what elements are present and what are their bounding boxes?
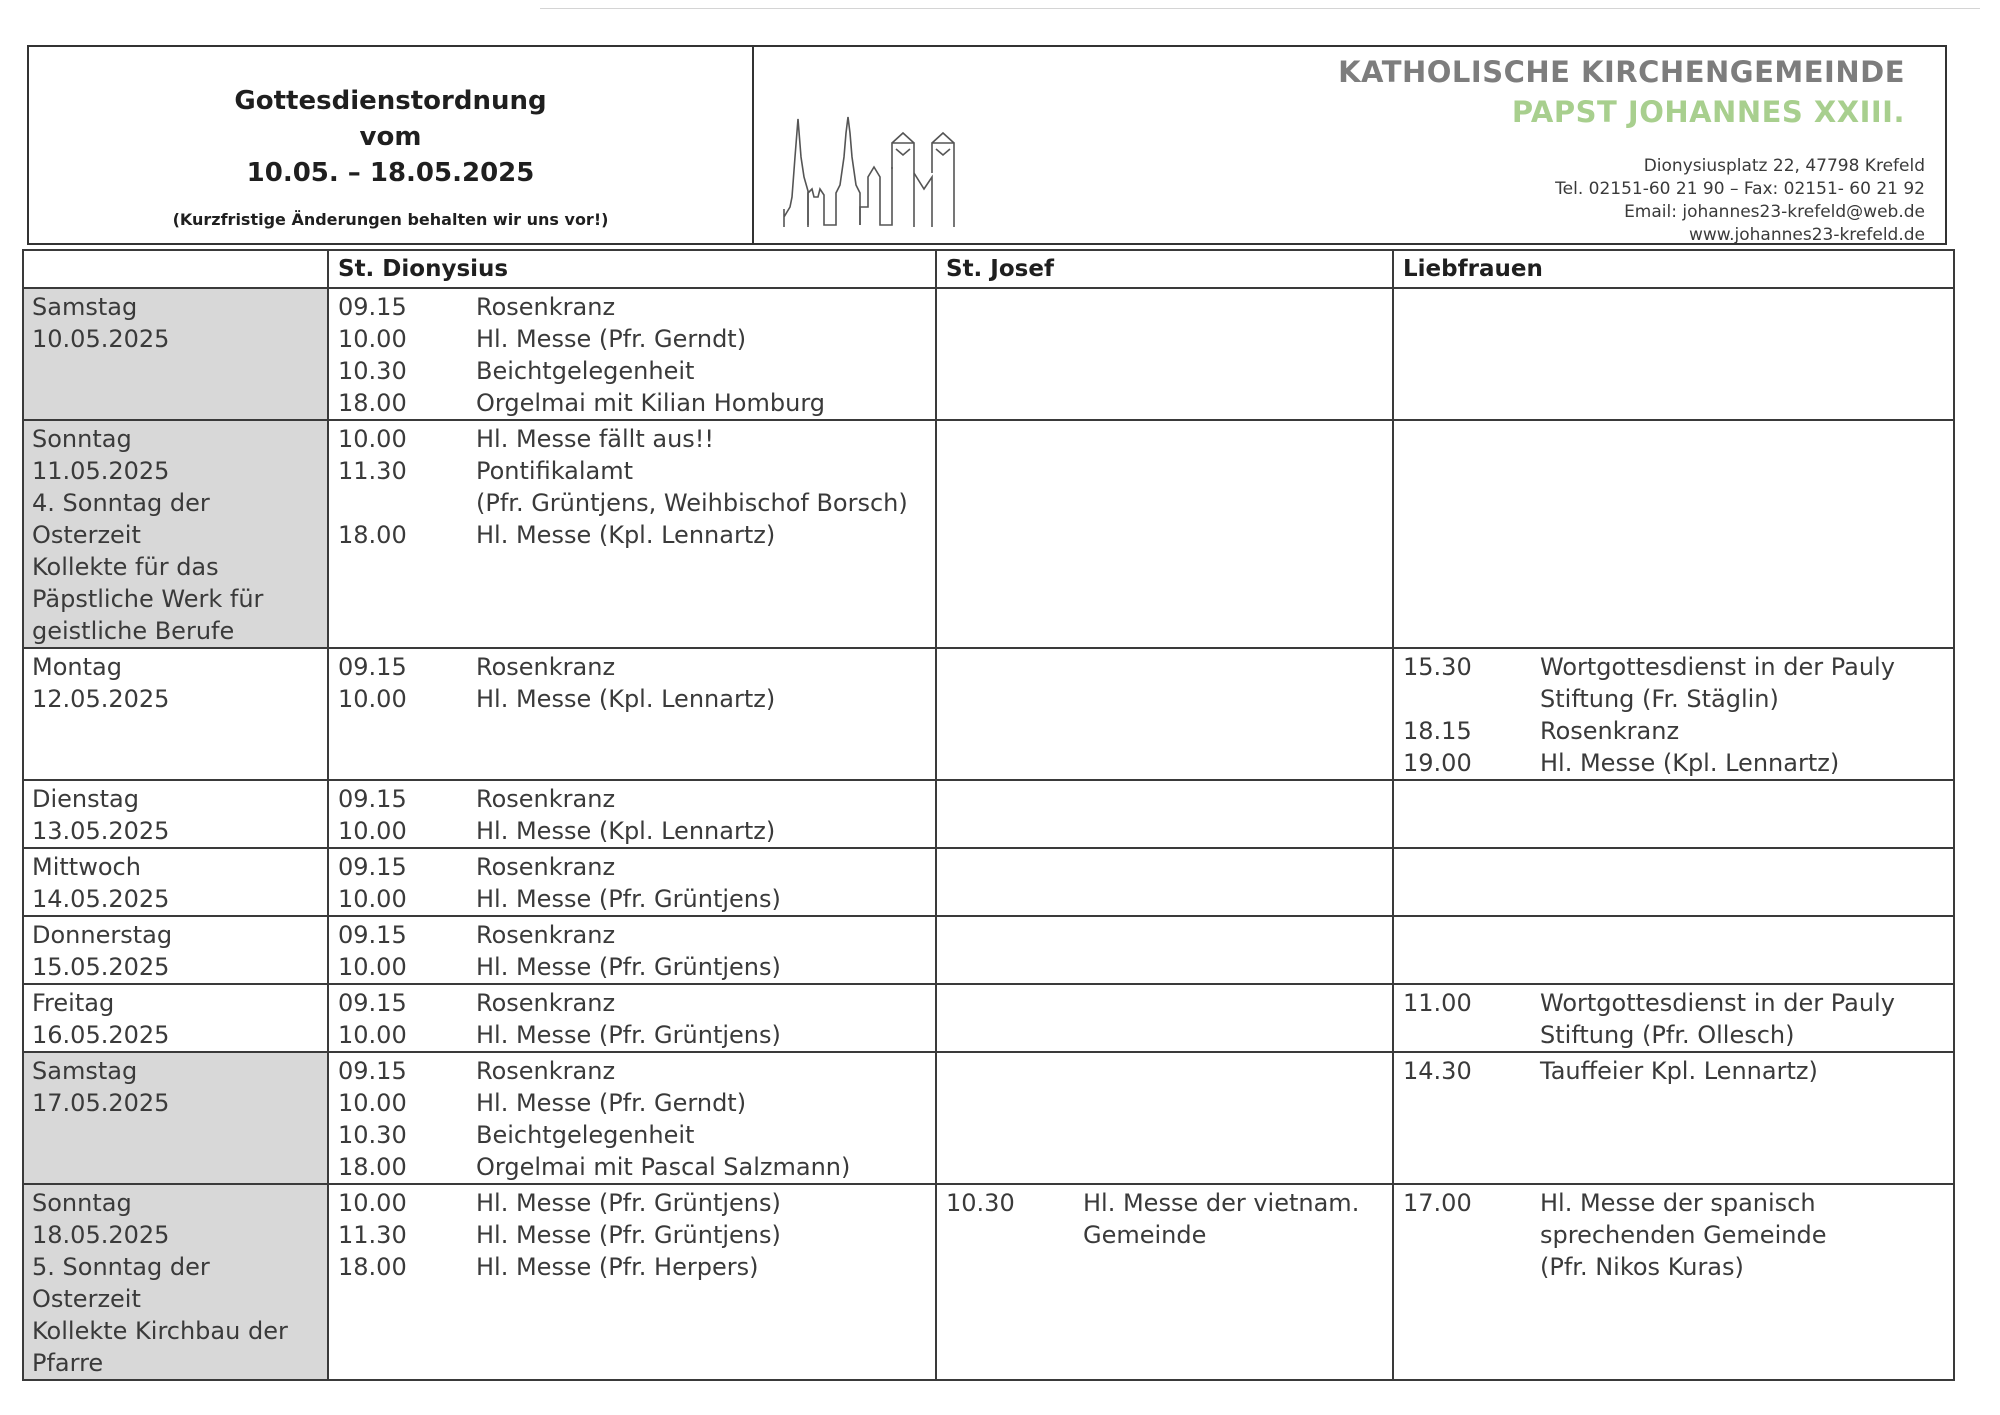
dionysius-cell xyxy=(328,848,936,916)
day-note: Päpstliche Werk für xyxy=(32,585,264,613)
weekday-label: Donnerstag xyxy=(32,921,173,949)
service-description xyxy=(476,455,935,519)
table-row xyxy=(23,420,1954,648)
page-title-from: vom xyxy=(359,122,422,152)
service-entry xyxy=(338,815,935,847)
church-skyline-icon xyxy=(764,97,984,247)
service-time: 10.00 xyxy=(338,1189,407,1217)
date-label: 11.05.2025 xyxy=(32,457,170,485)
date-label: 13.05.2025 xyxy=(32,817,170,845)
liebfrauen-cell xyxy=(1393,984,1954,1052)
service-description-line: Hl. Messe (Pfr. Herpers) xyxy=(476,1253,759,1281)
service-time: 11.00 xyxy=(1403,989,1472,1017)
service-entry xyxy=(1403,987,1953,1051)
weekday-label: Samstag xyxy=(32,1057,138,1085)
josef-cell xyxy=(936,1052,1393,1184)
weekday-label: Mittwoch xyxy=(32,853,141,881)
service-description xyxy=(476,355,935,387)
day-cell xyxy=(23,288,328,420)
service-time: 17.00 xyxy=(1403,1189,1472,1217)
service-entry xyxy=(338,987,935,1019)
service-description-line: Hl. Messe fällt aus!! xyxy=(476,425,715,453)
service-entry xyxy=(1403,1055,1953,1087)
service-description-line: Hl. Messe (Kpl. Lennartz) xyxy=(476,685,776,713)
date-label: 15.05.2025 xyxy=(32,953,170,981)
service-time: 09.15 xyxy=(338,653,407,681)
service-time: 18.15 xyxy=(1403,717,1472,745)
website: www.johannes23-krefeld.de xyxy=(1688,225,1925,245)
date-label: 10.05.2025 xyxy=(32,325,170,353)
date-label: 14.05.2025 xyxy=(32,885,170,913)
service-entry xyxy=(338,291,935,323)
service-description-line: sprechenden Gemeinde xyxy=(1540,1221,1827,1249)
service-time: 18.00 xyxy=(338,1153,407,1181)
weekday-label: Sonntag xyxy=(32,1189,132,1217)
service-description xyxy=(476,1055,935,1087)
service-description xyxy=(1540,1187,1953,1283)
josef-cell xyxy=(936,1184,1393,1380)
service-entry xyxy=(338,1251,935,1283)
day-note: Pfarre xyxy=(32,1349,104,1377)
service-entry xyxy=(338,519,935,551)
service-description xyxy=(476,323,935,355)
day-cell xyxy=(23,1184,328,1380)
service-description xyxy=(476,919,935,951)
liebfrauen-cell xyxy=(1393,288,1954,420)
page-header xyxy=(27,45,1947,245)
service-entry xyxy=(338,1119,935,1151)
liebfrauen-cell xyxy=(1393,1184,1954,1380)
service-time: 09.15 xyxy=(338,853,407,881)
dionysius-cell xyxy=(328,780,936,848)
service-description-line: Tauffeier Kpl. Lennartz) xyxy=(1540,1057,1818,1085)
service-description xyxy=(476,1119,935,1151)
service-entry xyxy=(338,951,935,983)
service-time: 10.30 xyxy=(338,1121,407,1149)
service-entry xyxy=(338,651,935,683)
top-rule xyxy=(540,8,1980,9)
service-description-line: Stiftung (Pfr. Ollesch) xyxy=(1540,1021,1795,1049)
service-time: 15.30 xyxy=(1403,653,1472,681)
service-description-line: Hl. Messe (Pfr. Gerndt) xyxy=(476,325,747,353)
date-range: 10.05. – 18.05.2025 xyxy=(246,158,535,188)
dionysius-cell xyxy=(328,1052,936,1184)
column-header-day xyxy=(23,250,328,288)
service-description xyxy=(476,987,935,1019)
service-description-line: Hl. Messe (Pfr. Gerndt) xyxy=(476,1089,747,1117)
weekday-label: Freitag xyxy=(32,989,115,1017)
address: Dionysiusplatz 22, 47798 Krefeld xyxy=(1643,156,1925,176)
day-cell xyxy=(23,848,328,916)
service-description-line: Wortgottesdienst in der Pauly xyxy=(1540,989,1895,1017)
service-description-line: Hl. Messe (Pfr. Grüntjens) xyxy=(476,1021,781,1049)
service-time: 10.00 xyxy=(338,1021,407,1049)
service-description-line: Hl. Messe (Kpl. Lennartz) xyxy=(476,817,776,845)
service-description-line: Hl. Messe der vietnam. xyxy=(1083,1189,1360,1217)
column-header-liebfrauen: Liebfrauen xyxy=(1393,250,1954,288)
liebfrauen-cell xyxy=(1393,916,1954,984)
title-block xyxy=(29,83,752,191)
organization-name xyxy=(1338,52,1905,132)
column-header-josef: St. Josef xyxy=(936,250,1393,288)
table-row xyxy=(23,288,1954,420)
liebfrauen-cell xyxy=(1393,848,1954,916)
date-label: 17.05.2025 xyxy=(32,1089,170,1117)
service-description xyxy=(476,1187,935,1219)
date-label: 16.05.2025 xyxy=(32,1021,170,1049)
contact-block xyxy=(1555,155,1925,247)
service-description-line: Rosenkranz xyxy=(476,293,616,321)
day-cell xyxy=(23,984,328,1052)
service-description-line: Hl. Messe (Pfr. Grüntjens) xyxy=(476,885,781,913)
org-line-2: PAPST JOHANNES XXIII. xyxy=(1511,95,1905,129)
schedule-body xyxy=(23,288,1954,1380)
service-time: 10.00 xyxy=(338,685,407,713)
service-time: 10.30 xyxy=(946,1189,1015,1217)
day-note: Kollekte für das xyxy=(32,553,219,581)
dionysius-cell xyxy=(328,420,936,648)
dionysius-cell xyxy=(328,1184,936,1380)
service-entry xyxy=(1403,651,1953,715)
service-entry xyxy=(338,423,935,455)
service-description-line: Hl. Messe (Pfr. Grüntjens) xyxy=(476,953,781,981)
dionysius-cell xyxy=(328,648,936,780)
service-description-line: Rosenkranz xyxy=(1540,717,1680,745)
liebfrauen-cell xyxy=(1393,420,1954,648)
service-time: 10.00 xyxy=(338,1089,407,1117)
service-time: 10.00 xyxy=(338,425,407,453)
service-description-line: Wortgottesdienst in der Pauly xyxy=(1540,653,1895,681)
service-time: 11.30 xyxy=(338,457,407,485)
service-time: 09.15 xyxy=(338,1057,407,1085)
weekday-label: Samstag xyxy=(32,293,138,321)
service-description xyxy=(476,1151,935,1183)
service-entry xyxy=(338,323,935,355)
service-description-line: Pontifikalamt xyxy=(476,457,634,485)
service-entry xyxy=(946,1187,1392,1251)
service-description-line: Rosenkranz xyxy=(476,1057,616,1085)
day-cell xyxy=(23,916,328,984)
weekday-label: Montag xyxy=(32,653,122,681)
service-entry xyxy=(338,1219,935,1251)
liebfrauen-cell xyxy=(1393,780,1954,848)
liebfrauen-cell xyxy=(1393,1052,1954,1184)
date-label: 12.05.2025 xyxy=(32,685,170,713)
josef-cell xyxy=(936,916,1393,984)
service-description xyxy=(476,651,935,683)
org-line-1: KATHOLISCHE KIRCHENGEMEINDE xyxy=(1338,55,1905,89)
service-entry xyxy=(1403,1187,1953,1283)
service-description xyxy=(1540,651,1953,715)
service-time: 09.15 xyxy=(338,989,407,1017)
service-description xyxy=(1540,1055,1953,1087)
day-cell xyxy=(23,420,328,648)
service-description-line: Hl. Messe (Kpl. Lennartz) xyxy=(476,521,776,549)
service-description xyxy=(1540,747,1953,779)
table-row xyxy=(23,780,1954,848)
table-row xyxy=(23,916,1954,984)
service-time: 10.00 xyxy=(338,953,407,981)
day-cell xyxy=(23,648,328,780)
weekday-label: Sonntag xyxy=(32,425,132,453)
service-time: 09.15 xyxy=(338,293,407,321)
service-entry xyxy=(338,1055,935,1087)
service-entry xyxy=(338,851,935,883)
service-description xyxy=(1083,1187,1392,1251)
table-row xyxy=(23,848,1954,916)
service-entry xyxy=(1403,747,1953,779)
service-entry xyxy=(338,1087,935,1119)
change-notice: (Kurzfristige Änderungen behalten wir uns vor!) xyxy=(172,210,609,229)
service-description xyxy=(476,1087,935,1119)
email: Email: johannes23-krefeld@web.de xyxy=(1624,202,1925,222)
service-entry xyxy=(338,919,935,951)
page-title: Gottesdienstordnung xyxy=(234,86,547,116)
service-description-line: Hl. Messe (Pfr. Grüntjens) xyxy=(476,1189,781,1217)
day-note: 5. Sonntag der xyxy=(32,1253,210,1281)
service-entry xyxy=(338,683,935,715)
service-description xyxy=(1540,715,1953,747)
service-description-line: Rosenkranz xyxy=(476,653,616,681)
josef-cell xyxy=(936,288,1393,420)
service-description xyxy=(476,291,935,323)
dionysius-cell xyxy=(328,288,936,420)
service-time: 11.30 xyxy=(338,1221,407,1249)
service-description-line: Rosenkranz xyxy=(476,853,616,881)
table-row xyxy=(23,984,1954,1052)
service-description xyxy=(476,683,935,715)
liebfrauen-cell xyxy=(1393,648,1954,780)
title-panel xyxy=(29,47,754,243)
service-entry xyxy=(338,455,935,519)
phone-fax: Tel. 02151-60 21 90 – Fax: 02151- 60 21 92 xyxy=(1555,179,1925,199)
service-entry xyxy=(338,387,935,419)
service-description-line: Gemeinde xyxy=(1083,1221,1207,1249)
service-time: 10.00 xyxy=(338,817,407,845)
josef-cell xyxy=(936,780,1393,848)
service-description-line: Stiftung (Fr. Stäglin) xyxy=(1540,685,1779,713)
day-note: Kollekte Kirchbau der xyxy=(32,1317,288,1345)
service-description xyxy=(476,815,935,847)
service-entry xyxy=(338,1187,935,1219)
service-description xyxy=(476,1219,935,1251)
service-entry xyxy=(338,355,935,387)
table-row xyxy=(23,1184,1954,1380)
service-description-line: Rosenkranz xyxy=(476,785,616,813)
service-time: 14.30 xyxy=(1403,1057,1472,1085)
service-description-line: Orgelmai mit Pascal Salzmann) xyxy=(476,1153,851,1181)
table-row xyxy=(23,1052,1954,1184)
service-time: 09.15 xyxy=(338,921,407,949)
dionysius-cell xyxy=(328,916,936,984)
day-note: Osterzeit xyxy=(32,1285,141,1313)
day-cell xyxy=(23,1052,328,1184)
service-time: 18.00 xyxy=(338,1253,407,1281)
service-description-line: Rosenkranz xyxy=(476,921,616,949)
day-cell xyxy=(23,780,328,848)
weekday-label: Dienstag xyxy=(32,785,139,813)
service-description-line: Hl. Messe (Kpl. Lennartz) xyxy=(1540,749,1840,777)
service-time: 18.00 xyxy=(338,389,407,417)
service-time: 09.15 xyxy=(338,785,407,813)
service-time: 10.00 xyxy=(338,885,407,913)
service-description-line: Hl. Messe (Pfr. Grüntjens) xyxy=(476,1221,781,1249)
josef-cell xyxy=(936,848,1393,916)
date-label: 18.05.2025 xyxy=(32,1221,170,1249)
service-time: 19.00 xyxy=(1403,749,1472,777)
service-description xyxy=(476,423,935,455)
service-description-line: (Pfr. Nikos Kuras) xyxy=(1540,1253,1744,1281)
service-description-line: Hl. Messe der spanisch xyxy=(1540,1189,1816,1217)
service-entry xyxy=(338,783,935,815)
service-description-line: (Pfr. Grüntjens, Weihbischof Borsch) xyxy=(476,489,908,517)
service-entry xyxy=(338,1151,935,1183)
josef-cell xyxy=(936,984,1393,1052)
service-description xyxy=(1540,987,1953,1051)
service-description xyxy=(476,851,935,883)
service-description xyxy=(476,519,935,551)
table-row xyxy=(23,648,1954,780)
service-description-line: Beichtgelegenheit xyxy=(476,1121,695,1149)
service-entry xyxy=(338,1019,935,1051)
service-description-line: Rosenkranz xyxy=(476,989,616,1017)
service-time: 18.00 xyxy=(338,521,407,549)
service-time: 10.30 xyxy=(338,357,407,385)
day-note: 4. Sonntag der xyxy=(32,489,210,517)
service-description xyxy=(476,1019,935,1051)
service-description xyxy=(476,783,935,815)
service-description-line: Orgelmai mit Kilian Homburg xyxy=(476,389,825,417)
service-description xyxy=(476,1251,935,1283)
table-header-row xyxy=(23,250,1954,288)
schedule-table xyxy=(22,249,1955,1381)
service-description xyxy=(476,387,935,419)
service-entry xyxy=(1403,715,1953,747)
column-header-dionysius: St. Dionysius xyxy=(328,250,936,288)
service-entry xyxy=(338,883,935,915)
service-time: 10.00 xyxy=(338,325,407,353)
josef-cell xyxy=(936,420,1393,648)
service-description xyxy=(476,883,935,915)
josef-cell xyxy=(936,648,1393,780)
day-note: Osterzeit xyxy=(32,521,141,549)
service-description xyxy=(476,951,935,983)
service-description-line: Beichtgelegenheit xyxy=(476,357,695,385)
dionysius-cell xyxy=(328,984,936,1052)
day-note: geistliche Berufe xyxy=(32,617,235,645)
